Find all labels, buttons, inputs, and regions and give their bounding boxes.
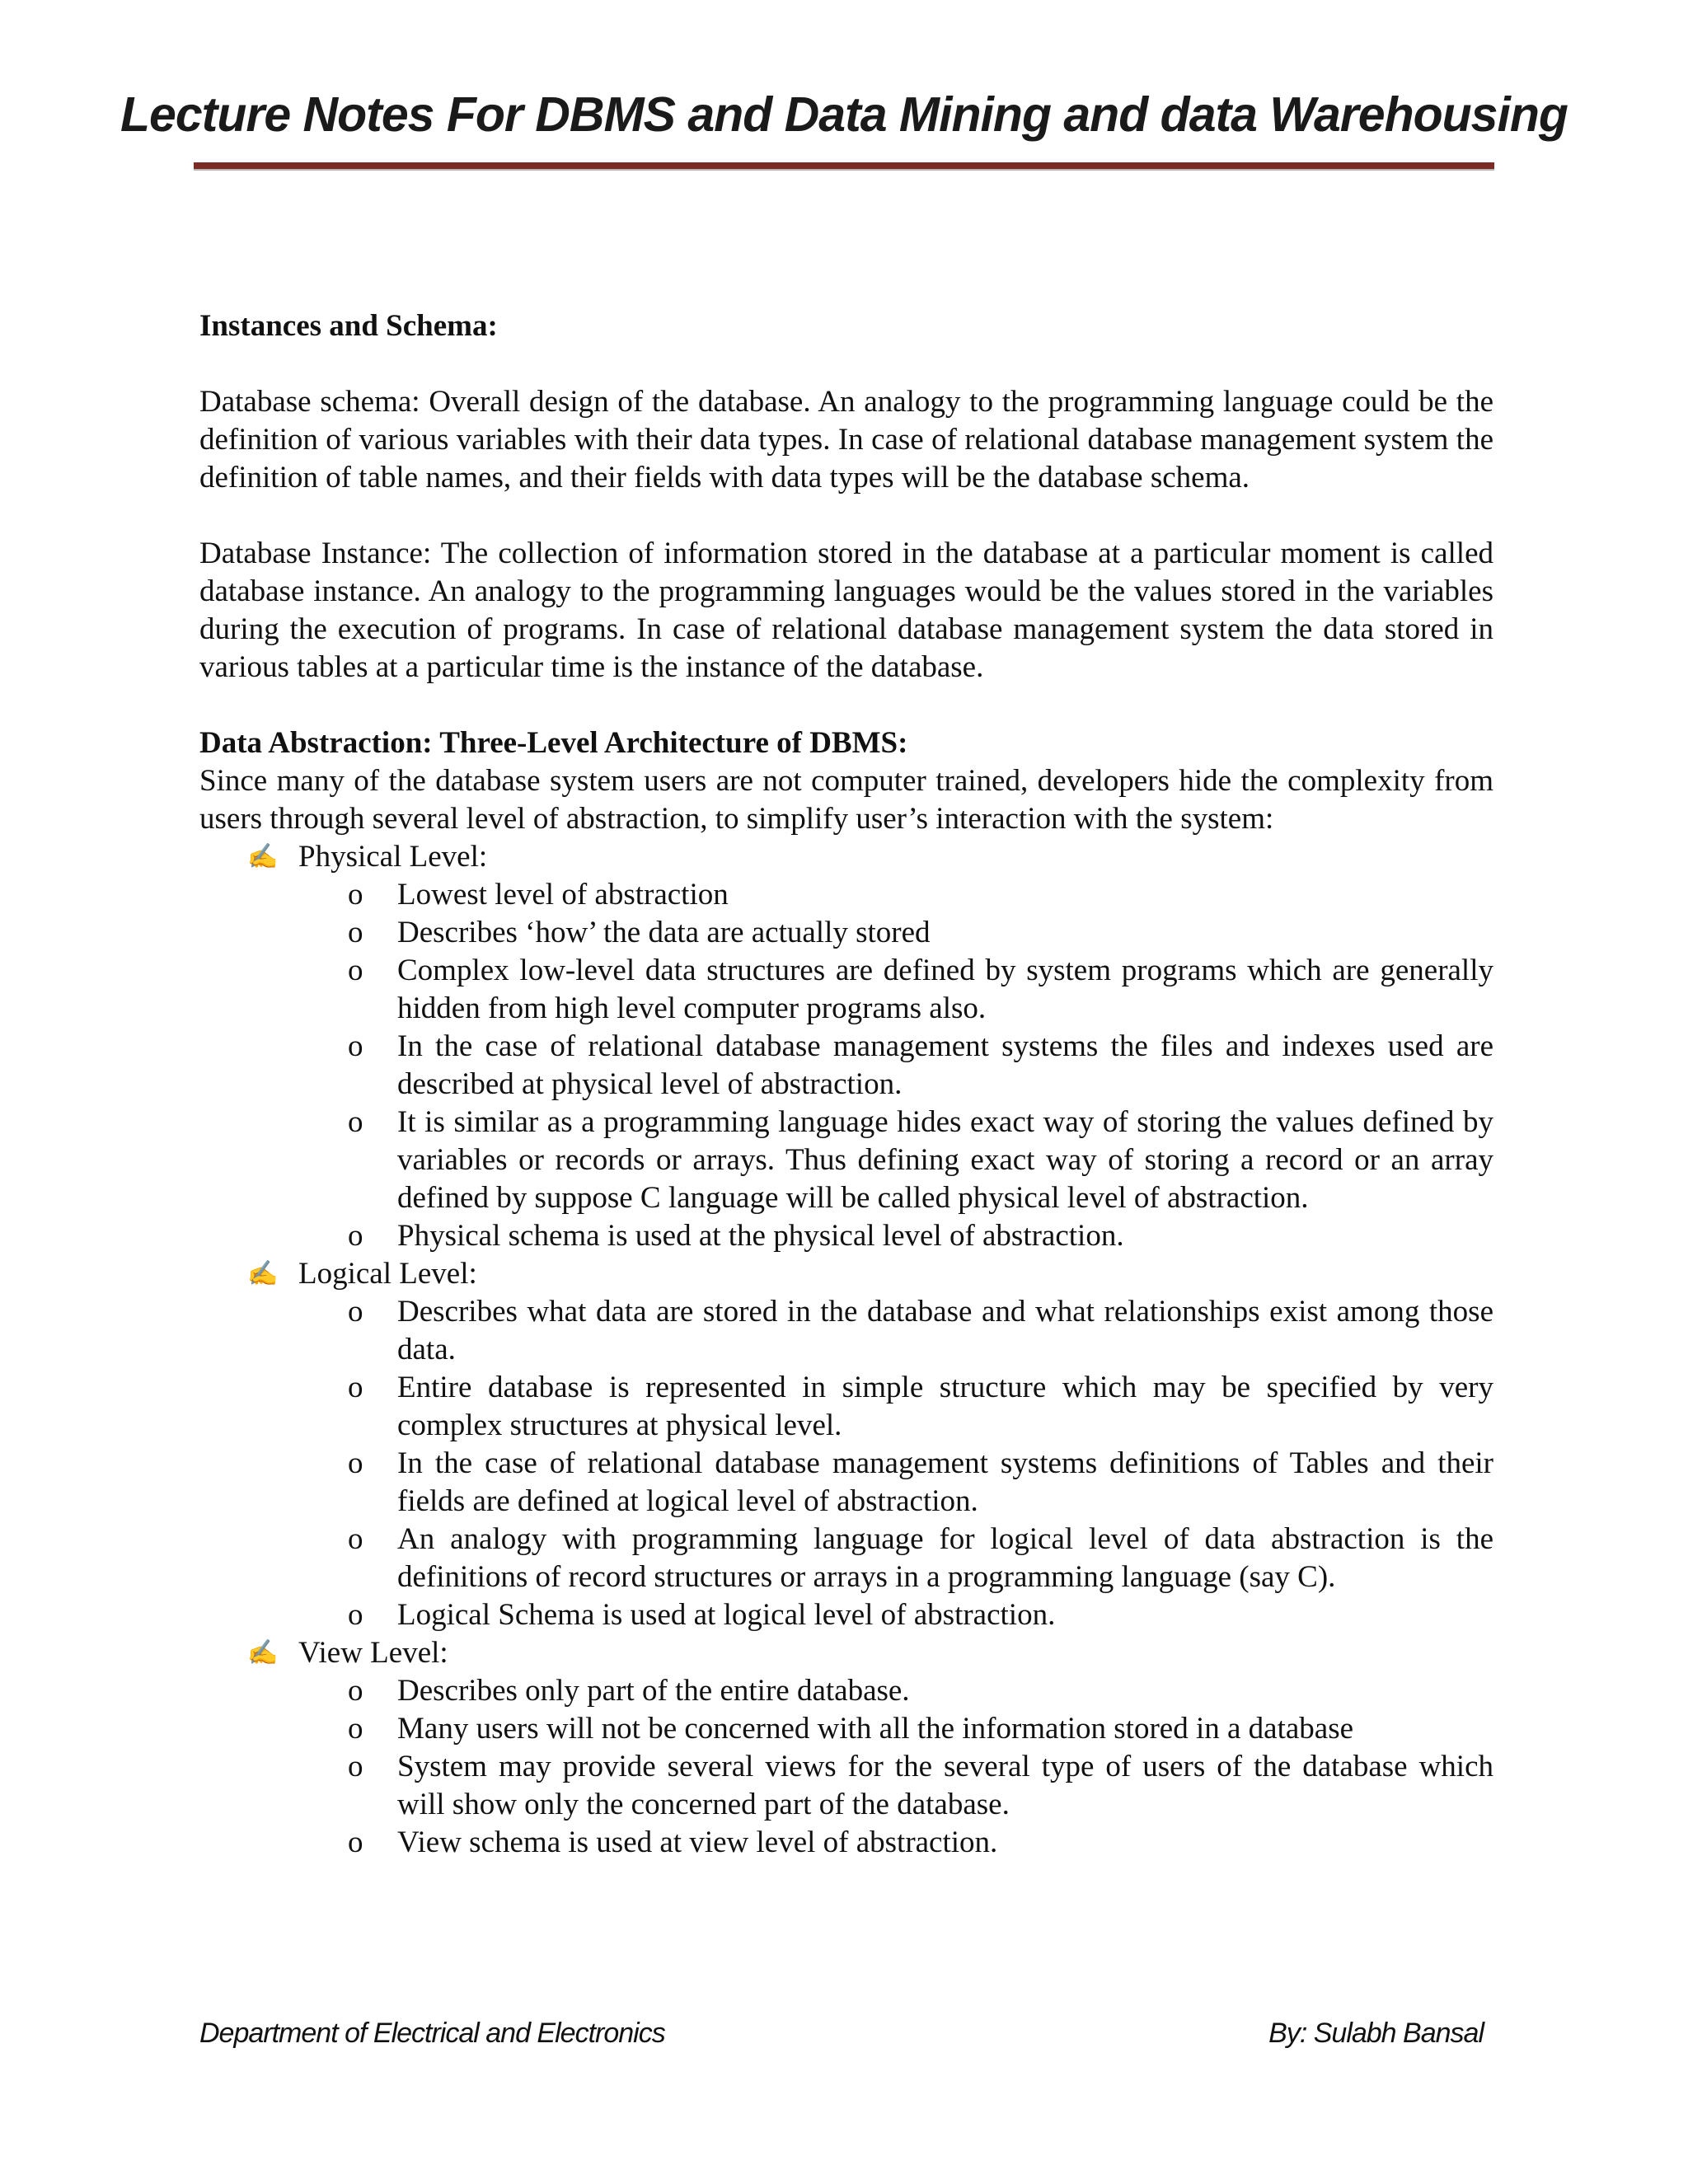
list-item-text: Lowest level of abstraction [397, 878, 729, 912]
circle-bullet-icon: o [348, 1712, 363, 1746]
physical-level-list [199, 876, 1493, 1255]
list-item [199, 1028, 1493, 1104]
list-item-text: Entire database is represented in simple structure which may be specified by very complex structures at physical level. [397, 1371, 1493, 1442]
level-physical [199, 838, 1493, 876]
list-item [199, 1748, 1493, 1824]
list-item-text: Logical Schema is used at logical level of abstraction. [397, 1598, 1056, 1632]
list-item-text: Describes what data are stored in the database and what relationships exist among those data. [397, 1295, 1493, 1366]
paragraph-gap [199, 497, 1493, 535]
list-item [199, 876, 1493, 914]
circle-bullet-icon: o [348, 1219, 363, 1253]
list-item [199, 914, 1493, 952]
level-title: Physical Level: [298, 840, 488, 874]
view-level-list [199, 1672, 1493, 1862]
instance-paragraph: Database Instance: The collection of information stored in the database at a particular moment is called database instance. An analogy to the programming languages would be the values stored in the variables during the execution of programs. In case of relational database management system the data stored in various tables at a particular time is the instance of the database. [199, 537, 1493, 684]
circle-bullet-icon: o [348, 1674, 363, 1708]
list-item-text: System may provide several views for the several type of users of the database which will show only the concerned part of the database. [397, 1750, 1493, 1821]
list-item-text: It is similar as a programming language hides exact way of storing the values defined by variables or records or arrays. Thus defining exact way of storing a record or an array defined by suppose C language will be called physical level of abstraction. [397, 1105, 1493, 1215]
list-item [199, 1293, 1493, 1369]
circle-bullet-icon: o [348, 954, 363, 987]
paragraph-gap [199, 687, 1493, 724]
list-item [199, 1672, 1493, 1710]
circle-bullet-icon: o [348, 1029, 363, 1063]
section-heading-instances-schema: Instances and Schema: [199, 309, 498, 343]
list-item-text: Describes ‘how’ the data are actually stored [397, 916, 931, 949]
list-item-text: Describes only part of the entire database. [397, 1674, 910, 1708]
logical-level-list [199, 1293, 1493, 1634]
list-item [199, 1710, 1493, 1748]
writing-hand-icon: ✍ [247, 1260, 279, 1287]
list-item-text: An analogy with programming language for logical level of data abstraction is the definitions of record structures or arrays in a programming language (say C). [397, 1522, 1493, 1594]
writing-hand-icon: ✍ [247, 1639, 279, 1666]
paragraph-gap [199, 345, 1493, 383]
level-title: View Level: [298, 1636, 448, 1670]
main-content [199, 307, 1493, 1862]
abstraction-paragraph: Since many of the database system users are not computer trained, developers hide the complexity from users through several level of abstraction, to simplify user’s interaction with the system: [199, 764, 1493, 836]
list-item-text: View schema is used at view level of abstraction. [397, 1825, 998, 1859]
list-item [199, 952, 1493, 1028]
circle-bullet-icon: o [348, 1825, 363, 1859]
level-logical [199, 1255, 1493, 1293]
circle-bullet-icon: o [348, 1522, 363, 1556]
list-item [199, 1445, 1493, 1521]
circle-bullet-icon: o [348, 1446, 363, 1480]
writing-hand-icon: ✍ [247, 843, 279, 870]
list-item [199, 1217, 1493, 1255]
list-item-text: Physical schema is used at the physical level of abstraction. [397, 1219, 1124, 1253]
circle-bullet-icon: o [348, 916, 363, 949]
level-view [199, 1634, 1493, 1672]
schema-paragraph: Database schema: Overall design of the database. An analogy to the programming language could be the definition of various variables with their data types. In case of relational database management system the definition of table names, and their fields with data types will be the database schema. [199, 385, 1493, 494]
circle-bullet-icon: o [348, 1750, 363, 1783]
list-item-text: Many users will not be concerned with all the information stored in a database [397, 1712, 1354, 1746]
list-item [199, 1824, 1493, 1862]
list-item-text: Complex low-level data structures are defined by system programs which are generally hidden from high level computer programs also. [397, 954, 1493, 1025]
footer-department: Department of Electrical and Electronics [199, 2018, 665, 2049]
circle-bullet-icon: o [348, 1371, 363, 1404]
page-header-title: Lecture Notes For DBMS and Data Mining and data Warehousing [120, 87, 1568, 142]
list-item-text: In the case of relational database management systems definitions of Tables and their fields are defined at logical level of abstraction. [397, 1446, 1493, 1518]
footer-author: By: Sulabh Bansal [1268, 2018, 1484, 2049]
list-item-text: In the case of relational database management systems the files and indexes used are described at physical level of abstraction. [397, 1029, 1493, 1101]
list-item [199, 1596, 1493, 1634]
circle-bullet-icon: o [348, 1105, 363, 1139]
section-heading-data-abstraction: Data Abstraction: Three-Level Architecture of DBMS: [199, 726, 908, 760]
circle-bullet-icon: o [348, 1295, 363, 1329]
header-rule [194, 162, 1494, 171]
level-title: Logical Level: [298, 1257, 477, 1291]
circle-bullet-icon: o [348, 1598, 363, 1632]
list-item [199, 1369, 1493, 1445]
list-item [199, 1521, 1493, 1596]
circle-bullet-icon: o [348, 878, 363, 912]
list-item [199, 1104, 1493, 1217]
